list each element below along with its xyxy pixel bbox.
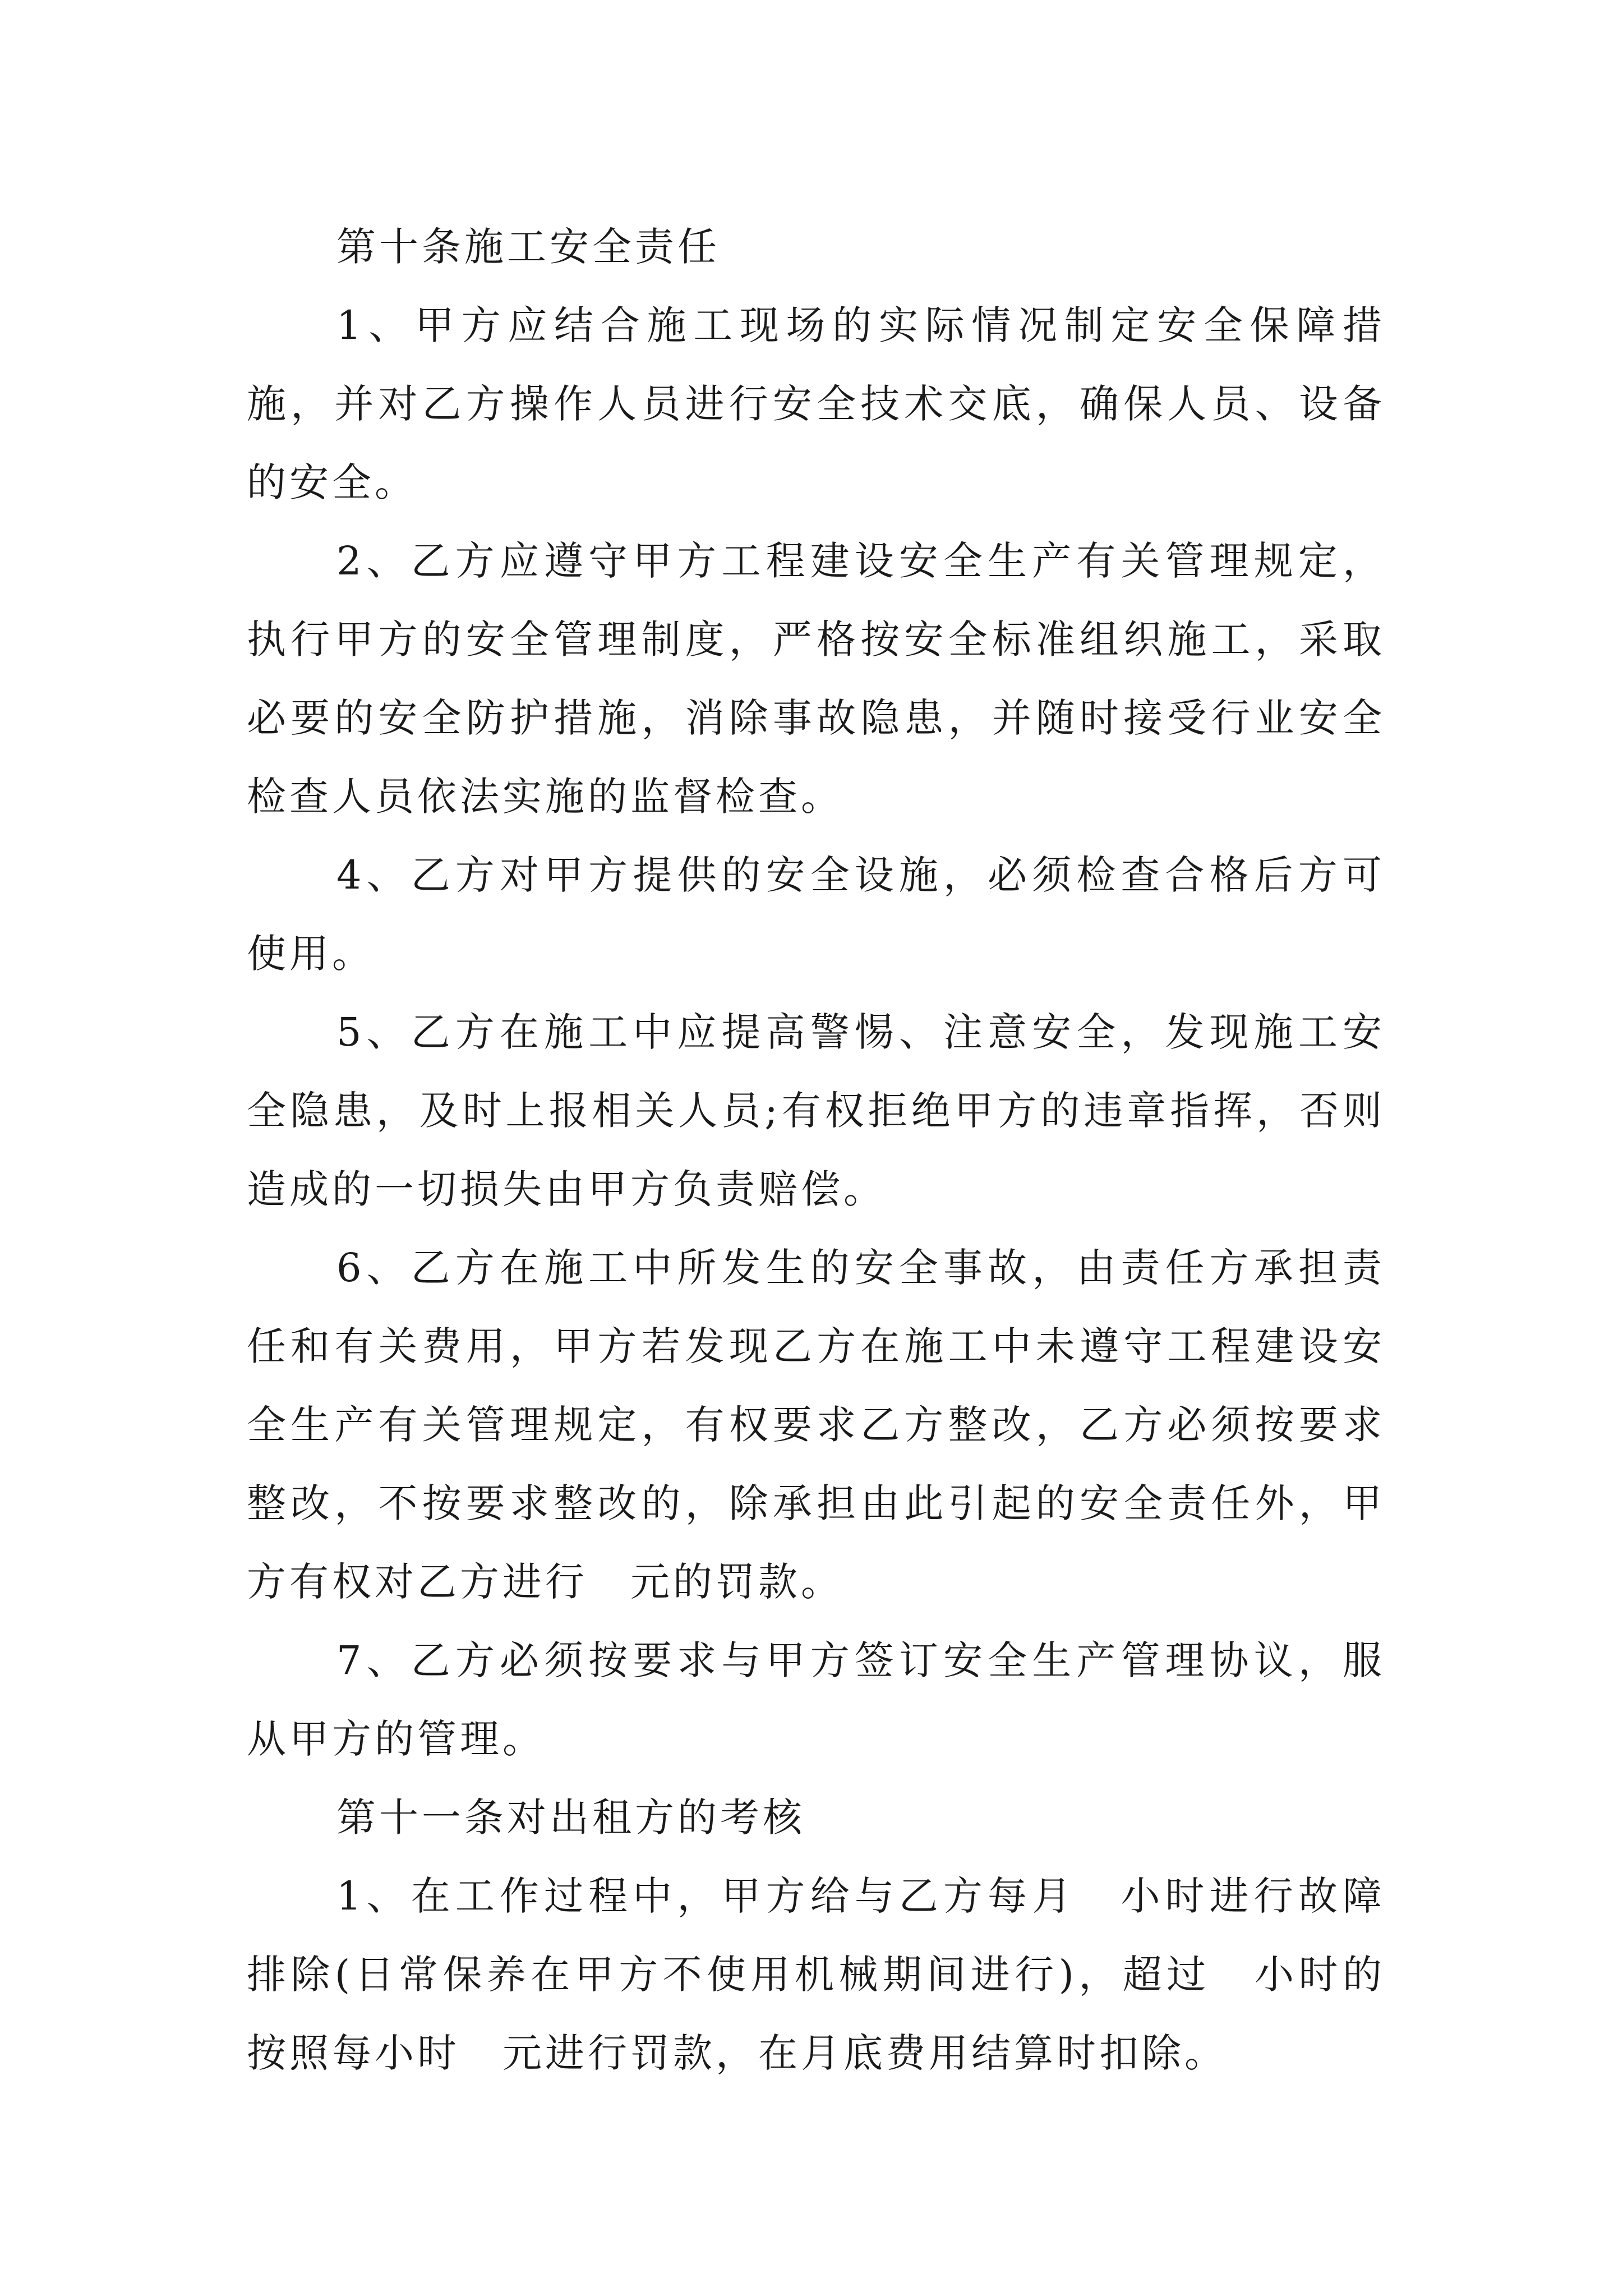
- section-10-item-2: 2、乙方应遵守甲方工程建设安全生产有关管理规定，执行甲方的安全管理制度，严格按安全标准组织施工，采取必要的安全防护措施，消除事故隐患，并随时接受行业安全检查人员依法实施的监督检查。: [247, 538, 1385, 820]
- section-10-item-7: 7、乙方必须按要求与甲方签订安全生产管理协议，服从甲方的管理。: [247, 1637, 1385, 1762]
- section-10-item-6: 6、乙方在施工中所发生的安全事故，由责任方承担责任和有关费用，甲方若发现乙方在施工中未遵守工程建设安全生产有关管理规定，有权要求乙方整改，乙方必须按要求整改，不按要求整改的，除承担由此引起的安全责任外，甲方有权对乙方进行 元的罚款。: [247, 1245, 1385, 1605]
- document-body: [247, 208, 1385, 2092]
- section-10-item-4: 4、乙方对甲方提供的安全设施，必须检查合格后方可使用。: [247, 852, 1385, 977]
- section-11-item-1: 1、在工作过程中，甲方给与乙方每月 小时进行故障排除(日常保养在甲方不使用机械期间进行)，超过 小时的按照每小时 元进行罚款，在月底费用结算时扣除。: [247, 1873, 1385, 2076]
- section-11-heading: 第十一条对出租方的考核: [336, 1795, 805, 1841]
- section-10-item-5: 5、乙方在施工中应提高警惕、注意安全，发现施工安全隐患，及时上报相关人员;有权拒绝甲方的违章指挥，否则造成的一切损失由甲方负责赔偿。: [247, 1009, 1385, 1212]
- section-10-heading: 第十条施工安全责任: [336, 224, 720, 270]
- section-10-item-1: 1、甲方应结合施工现场的实际情况制定安全保障措施，并对乙方操作人员进行安全技术交底，确保人员、设备的安全。: [247, 302, 1385, 505]
